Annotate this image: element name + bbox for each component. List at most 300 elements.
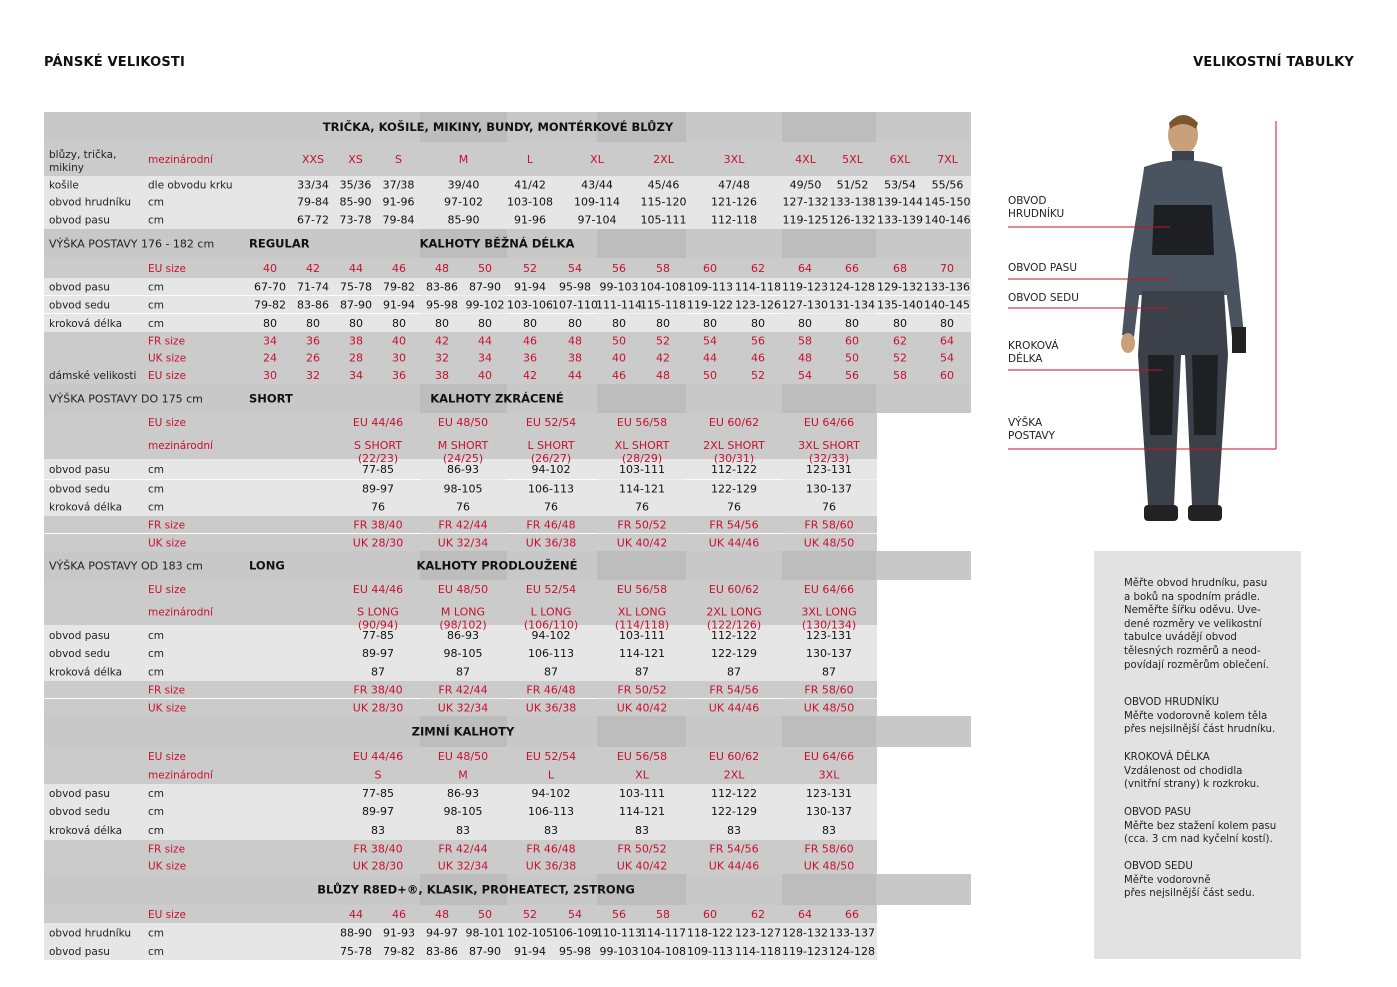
table-cell: 30 — [392, 351, 406, 365]
table-cell: 88-90 — [340, 926, 372, 940]
table-cell: 66 — [845, 908, 859, 921]
table-cell: 109-113 — [687, 945, 733, 958]
table-cell: 42 — [656, 351, 670, 365]
table-cell: 5XL — [842, 153, 863, 166]
table-cell: 54 — [703, 334, 717, 348]
section-heading: KALHOTY BĚŽNÁ DÉLKA — [419, 236, 575, 251]
table-cell: 128-132 — [782, 926, 828, 940]
table-cell: 52 — [656, 334, 670, 348]
table-cell: 73-78 — [339, 213, 372, 227]
table-cell: 56 — [612, 908, 626, 921]
table-cell: 80 — [703, 317, 717, 330]
table-cell: 37/38 — [382, 178, 415, 192]
table-cell: 3XL — [818, 768, 840, 782]
table-cell: L LONG (106/110) — [523, 605, 579, 632]
table-cell: 106-113 — [528, 805, 574, 818]
table-cell: EU 64/66 — [803, 750, 855, 763]
table-cell: 123-127 — [735, 926, 781, 940]
table-cell: 79-84 — [382, 213, 415, 227]
table-cell: 95-98 — [559, 945, 591, 958]
table-cell: 3XL — [723, 153, 745, 166]
table-cell: 48 — [568, 334, 582, 348]
table-cell: 86-93 — [447, 463, 479, 476]
row-label: kroková délka — [49, 666, 123, 679]
row-unit: FR size — [148, 843, 186, 856]
table-cell: UK 40/42 — [616, 859, 668, 873]
table-cell: 107-110 — [552, 298, 598, 312]
fit-label: SHORT — [249, 391, 293, 406]
label-waist: OBVOD PASU — [1008, 262, 1078, 274]
table-cell: 80 — [656, 317, 670, 330]
table-cell: 126-132 — [829, 213, 876, 227]
table-cell: 114-117 — [640, 926, 686, 940]
table-cell: 54 — [940, 351, 954, 365]
table-cell: 87-90 — [469, 280, 501, 294]
table-cell: UK 48/50 — [803, 701, 855, 715]
table-cell: EU 48/50 — [437, 750, 489, 763]
table-cell: FR 42/44 — [438, 518, 488, 532]
table-cell: 62 — [751, 908, 765, 921]
table-cell: 139-144 — [877, 195, 923, 209]
table-cell: 60 — [940, 369, 954, 382]
row-unit: UK size — [148, 352, 187, 365]
table-cell: 80 — [306, 317, 320, 330]
table-cell: 75-78 — [340, 945, 372, 958]
table-cell: 80 — [568, 317, 582, 330]
table-cell: EU 48/50 — [437, 583, 489, 596]
table-cell: 83 — [822, 824, 836, 837]
table-cell: EU 56/58 — [616, 583, 668, 596]
table-cell: 52 — [893, 351, 907, 365]
table-cell: S SHORT (22/23) — [354, 439, 402, 465]
table-cell: 123-126 — [735, 298, 781, 312]
tip-inseam: KROKOVÁ DÉLKA Vzdálenost od chodidla (vnitřní strany) k rozkroku. — [1124, 752, 1260, 791]
table-cell: 105-111 — [640, 213, 687, 227]
table-cell: UK 36/38 — [525, 536, 577, 550]
table-cell: 50 — [703, 369, 717, 382]
table-cell: L SHORT (26/27) — [527, 439, 575, 465]
table-cell: 89-97 — [362, 647, 394, 660]
row-unit: mezinárodní — [148, 769, 213, 782]
table-cell: 55/56 — [931, 178, 964, 192]
table-cell: UK 32/34 — [437, 536, 489, 550]
row-unit: cm — [148, 464, 165, 476]
table-cell: 94-102 — [531, 787, 571, 800]
table-cell: 83 — [456, 824, 470, 837]
row-label: obvod pasu — [49, 214, 110, 227]
table-cell: S — [374, 768, 382, 782]
table-cell: 34 — [263, 334, 277, 348]
table-cell: UK 28/30 — [352, 701, 404, 715]
table-cell: 112-118 — [711, 213, 757, 227]
table-cell: 115-118 — [640, 298, 686, 312]
section-heading: BLŮZY R8ED+®, KLASIK, PROHEATECT, 2STRONG — [317, 882, 635, 897]
table-cell: 87-90 — [469, 945, 501, 958]
table-cell: FR 50/52 — [617, 683, 667, 697]
table-cell: 119-123 — [782, 280, 828, 294]
table-cell: 80 — [392, 317, 406, 330]
table-cell: 40 — [612, 351, 626, 365]
table-cell: UK 44/46 — [708, 859, 760, 873]
row-unit: UK size — [148, 702, 187, 715]
page-title: PÁNSKÉ VELIKOSTI — [44, 55, 185, 70]
table-cell: 60 — [845, 334, 859, 348]
table-cell: 124-128 — [829, 280, 875, 294]
table-cell: 33/34 — [297, 178, 329, 192]
table-cell: 83-86 — [426, 280, 458, 294]
table-cell: M — [458, 768, 468, 782]
table-cell: 54 — [568, 262, 582, 275]
table-cell: 68 — [893, 262, 907, 275]
table-cell: 114-121 — [619, 482, 665, 496]
table-cell: EU 52/54 — [525, 583, 577, 596]
table-cell: 77-85 — [362, 463, 394, 476]
table-cell: 119-125 — [782, 213, 829, 227]
table-cell: 80 — [349, 317, 363, 330]
table-cell: 80 — [940, 317, 954, 330]
table-cell: 103-111 — [619, 463, 665, 476]
table-cell: FR 38/40 — [353, 842, 403, 856]
table-cell: XL LONG (114/118) — [614, 605, 670, 632]
table-cell: 95-98 — [426, 298, 458, 312]
table-cell: 89-97 — [362, 482, 394, 496]
tip-intro: Měřte obvod hrudníku, pasu a boků na spodním prádle. Neměřte šířku oděvu. Uve- dené rozměry ve velikostní tabulce uvádějí obvod tělesných rozměrů a neod- povídají rozměrům oblečení. — [1124, 578, 1269, 671]
row-label: obvod pasu — [49, 788, 110, 800]
table-cell: 83 — [727, 824, 741, 837]
row-label: obvod pasu — [49, 630, 110, 642]
table-cell: 64 — [940, 334, 954, 348]
table-cell: FR 46/48 — [526, 842, 576, 856]
table-cell: 51/52 — [836, 178, 869, 192]
table-cell: EU 52/54 — [525, 750, 577, 763]
table-cell: XL — [590, 153, 604, 166]
table-cell: 40 — [392, 334, 406, 348]
table-cell: 118-122 — [687, 926, 733, 940]
table-cell: XL — [635, 768, 649, 782]
table-cell: L — [547, 768, 555, 782]
row-label: obvod sedu — [49, 806, 110, 818]
table-cell: UK 40/42 — [616, 701, 668, 715]
row-unit: FR size — [148, 519, 186, 532]
table-cell: 85-90 — [447, 213, 480, 227]
row-unit: FR size — [148, 684, 186, 697]
table-cell: 44 — [568, 369, 582, 382]
row-unit: EU size — [148, 417, 187, 429]
table-cell: 46 — [392, 262, 406, 275]
table-cell: EU 60/62 — [708, 750, 760, 763]
table-cell: 127-130 — [782, 298, 828, 312]
table-cell: 38 — [435, 369, 449, 382]
table-cell: EU 48/50 — [437, 416, 489, 429]
label-inseam: KROKOVÁ DÉLKA — [1008, 340, 1059, 365]
table-cell: 112-122 — [711, 463, 757, 476]
table-cell: 110-113 — [596, 926, 642, 940]
row-label: blůzy, trička, mikiny — [49, 149, 117, 174]
table-cell: 7XL — [937, 153, 958, 166]
table-cell: FR 54/56 — [709, 683, 759, 697]
table-cell: UK 28/30 — [352, 859, 404, 873]
table-cell: 30 — [263, 369, 277, 382]
row-unit: cm — [148, 501, 165, 514]
table-cell: EU 60/62 — [708, 416, 760, 429]
row-unit: cm — [148, 318, 165, 330]
section-heading: ZIMNÍ KALHOTY — [411, 724, 515, 739]
table-cell: 4XL — [795, 153, 816, 166]
table-cell: 123-131 — [806, 787, 852, 800]
tip-chest: OBVOD HRUDNÍKU Měřte vodorovně kolem těla přes nejsilnější část hrudníku. — [1124, 697, 1276, 736]
table-cell: 26 — [306, 351, 320, 365]
table-cell: UK 28/30 — [352, 536, 404, 550]
row-unit: cm — [148, 483, 165, 496]
table-cell: 87 — [822, 665, 836, 679]
table-cell: 80 — [893, 317, 907, 330]
table-cell: 91-96 — [382, 195, 415, 209]
row-unit: UK size — [148, 537, 187, 550]
table-cell: 130-137 — [806, 647, 852, 660]
height-range-label: VÝŠKA POSTAVY DO 175 cm — [49, 392, 203, 406]
table-cell: 36 — [306, 334, 320, 348]
table-cell: 50 — [612, 334, 626, 348]
table-cell: 41/42 — [514, 178, 546, 192]
row-unit: cm — [148, 630, 165, 642]
table-cell: 94-102 — [531, 629, 571, 642]
table-cell: 131-134 — [829, 298, 875, 312]
row-label: obvod pasu — [49, 946, 110, 958]
table-cell: 35/36 — [339, 178, 372, 192]
table-cell: 39/40 — [447, 178, 480, 192]
table-cell: 44 — [349, 262, 363, 275]
table-cell: 40 — [263, 262, 277, 275]
table-cell: 2XL LONG (122/126) — [706, 605, 762, 632]
row-unit: FR size — [148, 335, 186, 348]
table-cell: 104-108 — [640, 945, 686, 958]
measuring-tips-box — [1094, 551, 1301, 959]
table-cell: 2XL — [723, 768, 745, 782]
table-cell: 97-102 — [444, 195, 483, 209]
table-cell: 114-121 — [619, 647, 665, 660]
table-cell: 80 — [435, 317, 449, 330]
row-label: obvod pasu — [49, 281, 110, 294]
section-heading: TRIČKA, KOŠILE, MIKINY, BUNDY, MONTÉRKOVÉ BLŮZY — [322, 120, 674, 134]
tip-waist: OBVOD PASU Měřte bez stažení kolem pasu (cca. 3 cm nad kyčelní kostí). — [1124, 807, 1277, 846]
table-cell: 67-72 — [297, 213, 329, 227]
table-cell: 47/48 — [718, 178, 750, 192]
table-cell: 130-137 — [806, 805, 852, 818]
table-cell: 83 — [635, 824, 649, 837]
table-cell: 87 — [635, 665, 649, 679]
table-cell: 52 — [523, 262, 537, 275]
row-unit: cm — [148, 927, 165, 940]
table-cell: EU 64/66 — [803, 416, 855, 429]
table-cell: 95-98 — [559, 280, 591, 294]
table-cell: FR 54/56 — [709, 842, 759, 856]
table-cell: 66 — [845, 262, 859, 275]
table-cell: 98-105 — [443, 805, 483, 818]
table-cell: 53/54 — [884, 178, 916, 192]
row-unit: cm — [148, 299, 165, 312]
table-cell: 130-137 — [806, 482, 852, 496]
table-cell: 43/44 — [581, 178, 613, 192]
table-cell: EU 56/58 — [616, 416, 668, 429]
table-cell: 127-132 — [782, 195, 829, 209]
row-label: obvod pasu — [49, 464, 110, 476]
table-cell: 70 — [940, 262, 954, 275]
fit-label: REGULAR — [249, 236, 310, 251]
table-cell: 42 — [523, 369, 537, 382]
table-cell: 44 — [478, 334, 492, 348]
table-cell: EU 44/46 — [352, 583, 404, 596]
table-cell: 58 — [893, 369, 907, 382]
table-cell: 98-105 — [443, 482, 483, 496]
table-cell: 99-103 — [599, 945, 639, 958]
table-cell: 83-86 — [426, 945, 458, 958]
table-cell: 48 — [435, 908, 449, 921]
table-cell: 2XL SHORT (30/31) — [703, 439, 765, 465]
table-cell: 133-139 — [877, 213, 923, 227]
table-cell: 80 — [263, 317, 277, 330]
table-cell: 103-108 — [507, 195, 553, 209]
section-heading: KALHOTY PRODLOUŽENÉ — [416, 558, 578, 573]
table-cell: 99-103 — [599, 280, 639, 294]
table-cell: 91-96 — [514, 213, 546, 227]
row-unit: cm — [148, 196, 165, 209]
table-cell: 75-78 — [340, 280, 372, 294]
table-cell: UK 48/50 — [803, 536, 855, 550]
table-cell: 89-97 — [362, 805, 394, 818]
table-cell: M — [458, 153, 469, 166]
table-cell: FR 42/44 — [438, 842, 488, 856]
table-cell: 58 — [656, 908, 670, 921]
table-cell: FR 50/52 — [617, 518, 667, 532]
table-cell: 133-138 — [829, 195, 876, 209]
table-cell: 103-111 — [619, 787, 665, 800]
table-cell: 50 — [845, 351, 859, 365]
table-cell: 46 — [392, 908, 406, 921]
table-cell: 42 — [306, 262, 320, 275]
table-cell: 3XL SHORT (32/33) — [798, 439, 860, 465]
row-unit: EU size — [148, 263, 187, 275]
row-unit: mezinárodní — [148, 606, 213, 619]
row-unit: cm — [148, 825, 165, 837]
table-cell: 3XL LONG (130/134) — [801, 605, 857, 632]
table-cell: 56 — [845, 369, 859, 382]
table-cell: 79-82 — [383, 945, 415, 958]
table-cell: 122-129 — [711, 805, 757, 818]
table-cell: 85-90 — [339, 195, 372, 209]
table-cell: EU 44/46 — [352, 416, 404, 429]
table-cell: 24 — [263, 351, 277, 365]
table-cell: 140-145 — [924, 298, 970, 312]
table-cell: 80 — [478, 317, 492, 330]
table-cell: 77-85 — [362, 787, 394, 800]
table-cell: 52 — [751, 369, 765, 382]
table-cell: 79-82 — [254, 298, 286, 312]
row-label: kroková délka — [49, 825, 123, 837]
table-cell: 58 — [798, 334, 812, 348]
row-label: obvod sedu — [49, 648, 110, 660]
table-cell: 91-94 — [514, 945, 546, 958]
label-height: VÝŠKA POSTAVY — [1008, 417, 1055, 442]
row-label: obvod hrudníku — [49, 927, 132, 940]
table-cell: 44 — [703, 351, 717, 365]
table-cell: XXS — [301, 153, 325, 166]
table-cell: 109-113 — [687, 280, 733, 294]
table-cell: 122-129 — [711, 647, 757, 660]
tip-seat: OBVOD SEDU Měřte vodorovně přes nejsilnější část sedu. — [1124, 861, 1255, 900]
table-cell: M LONG (98/102) — [439, 605, 487, 632]
table-cell: 98-105 — [443, 647, 483, 660]
table-cell: 114-118 — [735, 280, 781, 294]
table-cell: 64 — [798, 262, 812, 275]
table-cell: XL SHORT (28/29) — [614, 439, 670, 465]
table-cell: 80 — [845, 317, 859, 330]
table-cell: 80 — [798, 317, 812, 330]
table-cell: FR 42/44 — [438, 683, 488, 697]
table-cell: 54 — [568, 908, 582, 921]
row-unit: cm — [148, 281, 165, 294]
table-cell: 135-140 — [877, 298, 923, 312]
table-cell: UK 32/34 — [437, 859, 489, 873]
table-cell: 38 — [568, 351, 582, 365]
table-cell: 80 — [612, 317, 626, 330]
table-cell: 76 — [635, 500, 649, 514]
row-unit: EU size — [148, 909, 187, 921]
table-cell: 94-97 — [426, 926, 458, 940]
table-cell: 50 — [478, 262, 492, 275]
table-cell: 86-93 — [447, 787, 479, 800]
row-label: kroková délka — [49, 501, 123, 514]
table-cell: S — [395, 153, 402, 166]
table-cell: 87 — [544, 665, 558, 679]
row-unit: cm — [148, 806, 165, 818]
table-cell: FR 38/40 — [353, 683, 403, 697]
table-cell: 123-131 — [806, 629, 852, 642]
table-cell: UK 40/42 — [616, 536, 668, 550]
table-cell: 123-131 — [806, 463, 852, 476]
table-cell: 86-93 — [447, 629, 479, 642]
table-cell: 76 — [456, 500, 470, 514]
table-cell: 103-111 — [619, 629, 665, 642]
table-cell: 122-129 — [711, 482, 757, 496]
table-cell: 83 — [371, 824, 385, 837]
table-cell: UK 44/46 — [708, 701, 760, 715]
section-title: VELIKOSTNÍ TABULKY — [1193, 55, 1354, 70]
table-cell: 83 — [544, 824, 558, 837]
fit-label: LONG — [249, 558, 285, 573]
table-cell: 67-70 — [254, 280, 286, 294]
table-cell: FR 46/48 — [526, 683, 576, 697]
table-cell: 87 — [727, 665, 741, 679]
table-cell: 87 — [371, 665, 385, 679]
table-cell: 103-106 — [507, 298, 553, 312]
row-unit: dle obvodu krku — [148, 179, 233, 192]
table-cell: 28 — [349, 351, 363, 365]
table-cell: FR 50/52 — [617, 842, 667, 856]
table-cell: 60 — [703, 908, 717, 921]
table-cell: 83-86 — [297, 298, 329, 312]
table-cell: 58 — [656, 262, 670, 275]
table-cell: 32 — [306, 369, 320, 382]
row-label: obvod sedu — [49, 299, 110, 312]
table-cell: 121-126 — [711, 195, 757, 209]
table-cell: 133-136 — [924, 280, 970, 294]
table-cell: 94-102 — [531, 463, 571, 476]
table-cell: 91-94 — [514, 280, 546, 294]
table-cell: 80 — [751, 317, 765, 330]
table-cell: 49/50 — [789, 178, 822, 192]
row-label: obvod hrudníku — [49, 196, 132, 209]
label-seat: OBVOD SEDU — [1008, 292, 1079, 304]
